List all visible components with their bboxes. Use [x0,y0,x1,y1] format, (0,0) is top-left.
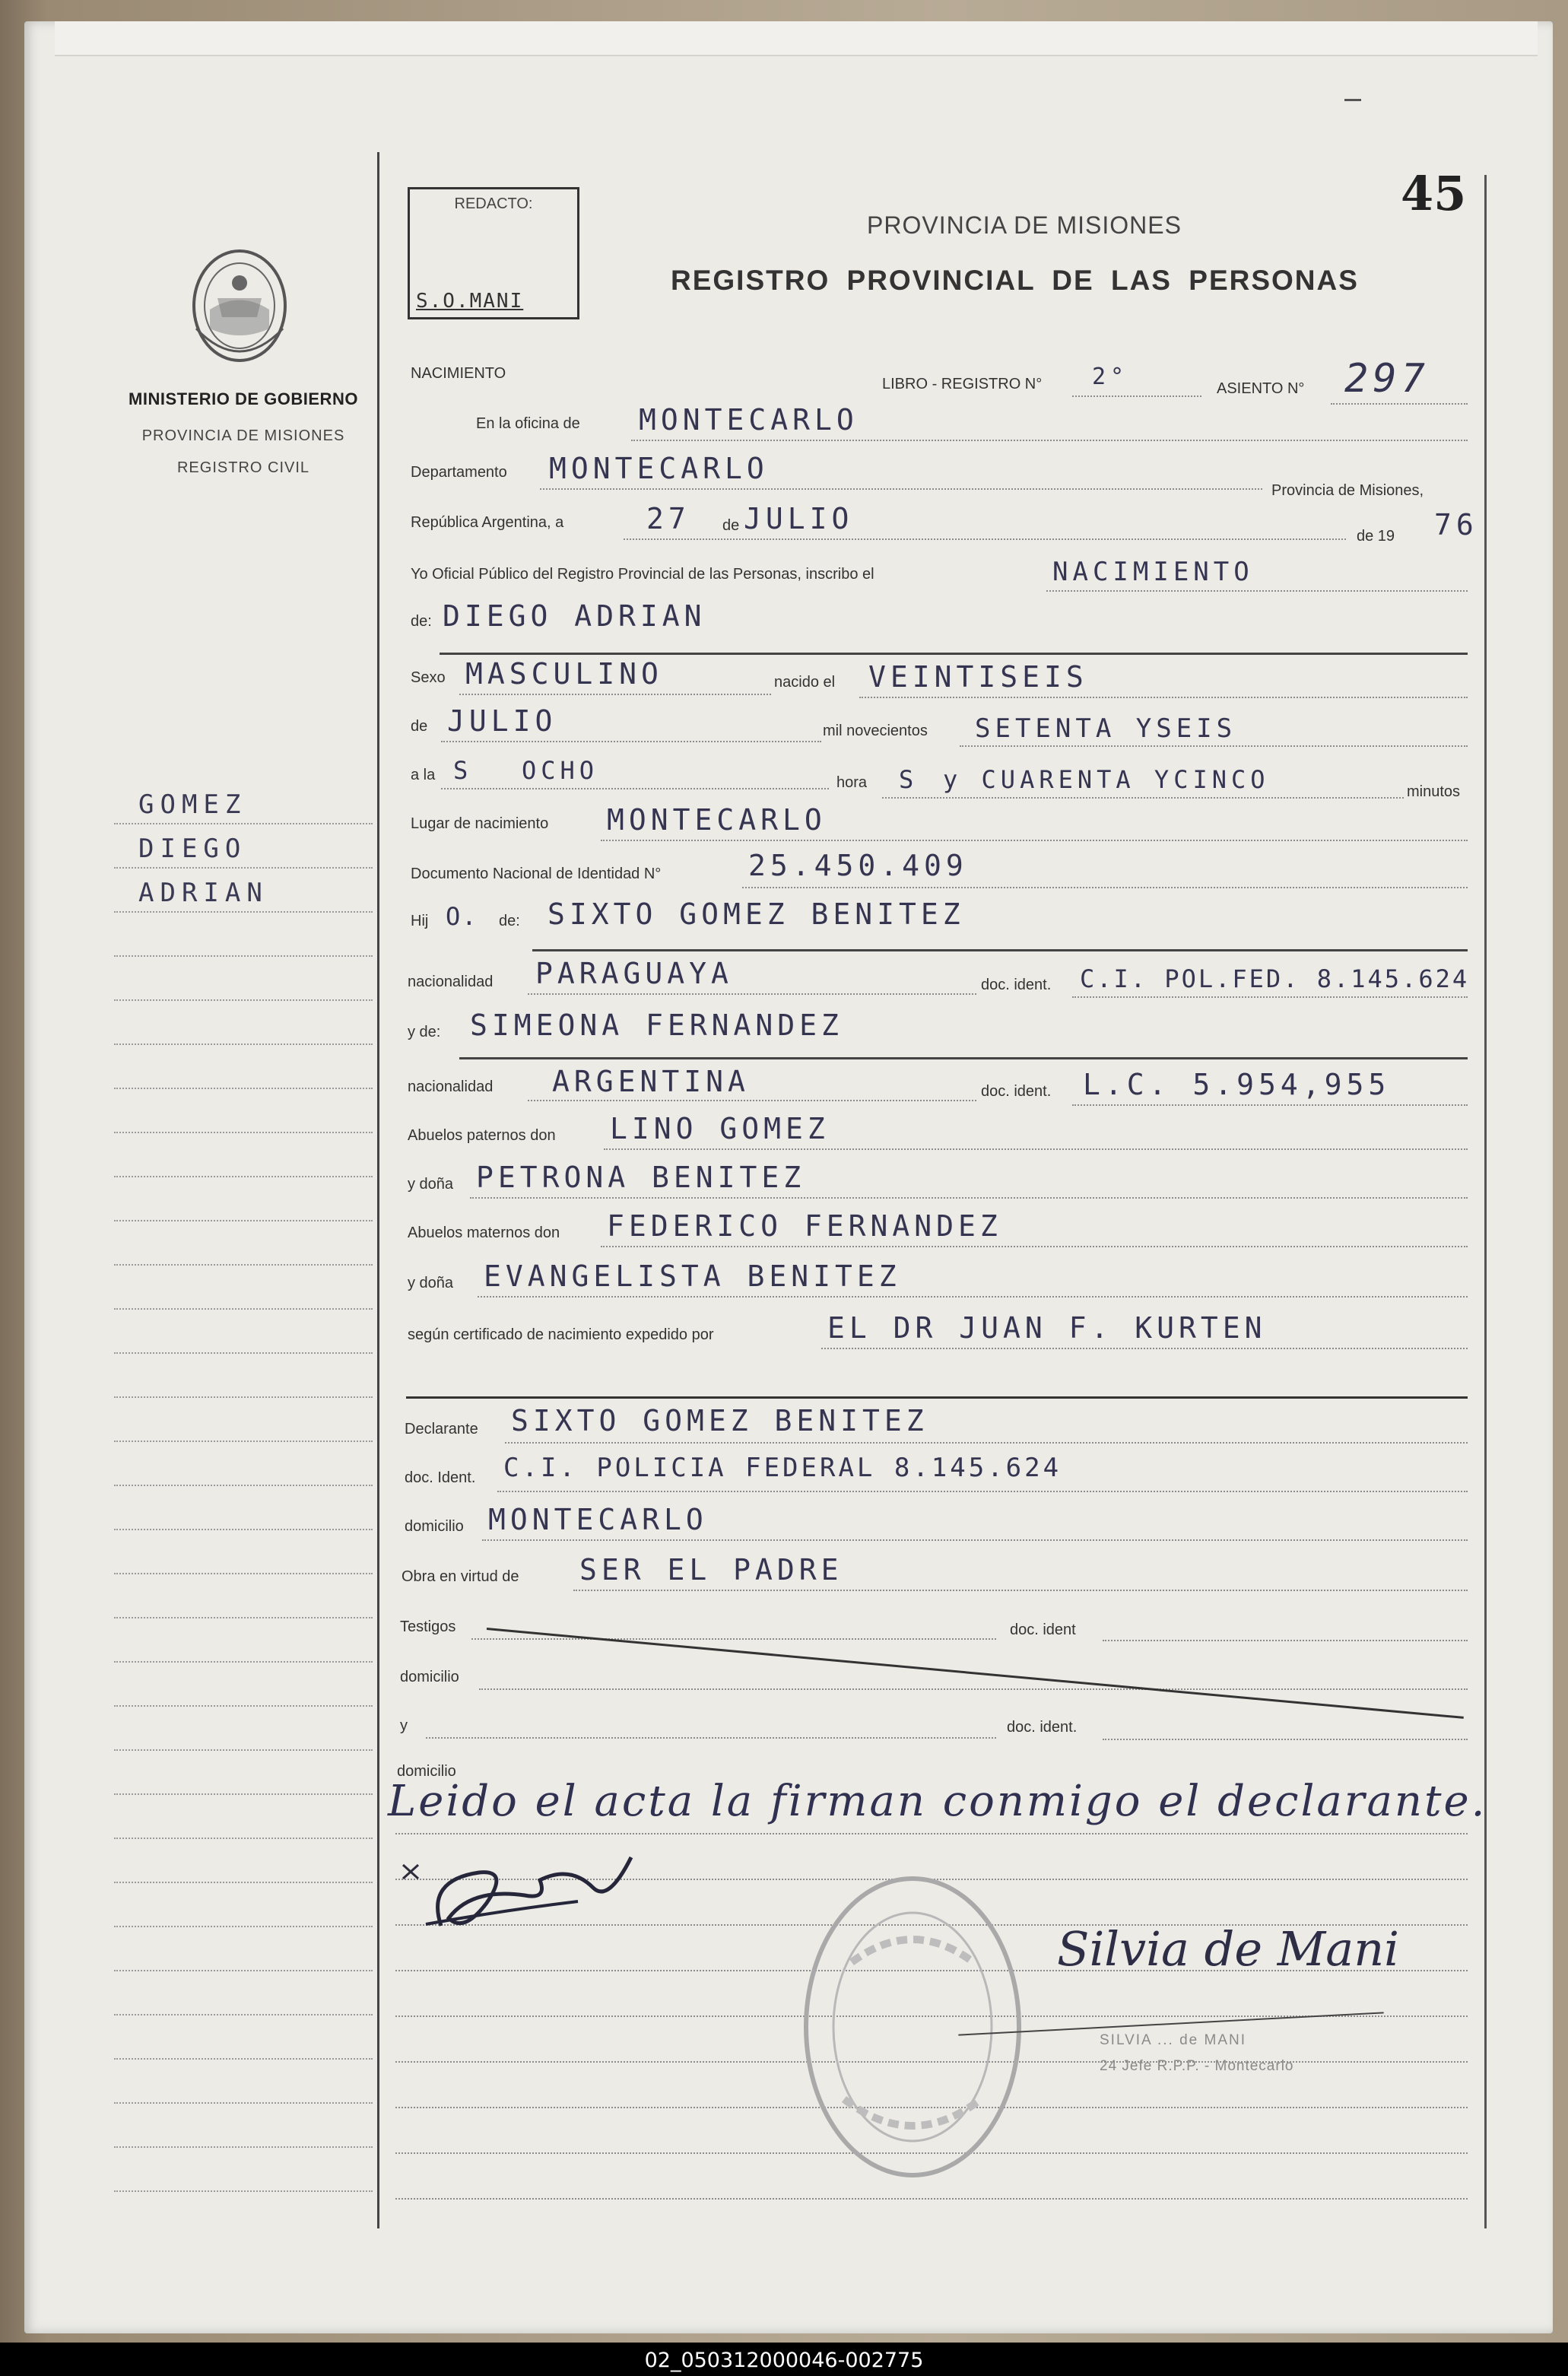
domicilio-line [482,1539,1468,1541]
domicilio-value: MONTECARLO [488,1503,708,1536]
declarante-value: SIXTO GOMEZ BENITEZ [511,1404,928,1437]
footer-id: 02_050312000046-002775 [644,2349,924,2372]
hijo-label-b: de: [499,913,520,929]
sexo-value: MASCULINO [465,657,663,691]
margin-divider [377,152,379,2228]
margin-ruled-line [114,1264,373,1266]
mil-label: mil novecientos [823,723,928,739]
margin-ruled-line [114,911,373,913]
acto-line [1046,590,1468,592]
y-doc-line [1103,1739,1468,1740]
anio-value: 76 [1434,508,1478,542]
nac-padre-line [528,993,976,995]
margin-ruled-line [114,867,373,869]
margin-ruled-line [114,1617,373,1618]
margin-ruled-line [114,1308,373,1310]
nac-madre-line [528,1100,976,1101]
minutos-label: minutos [1407,783,1461,800]
libro-line [1072,395,1201,397]
margin-ruled-line [114,1485,373,1486]
abuela-p-value: PETRONA BENITEZ [476,1161,806,1194]
hora-line [441,788,829,789]
testigos-doc-label: doc. ident [1010,1622,1076,1638]
doc-madre-label: doc. ident. [981,1083,1052,1100]
abuela-p-line [470,1197,1468,1199]
nombre-value: DIEGO ADRIAN [443,599,706,633]
margin-ruled-line [114,1749,373,1751]
minutos-line [882,797,1404,799]
right-border [1484,175,1487,2228]
margin-ruled-line [114,1352,373,1354]
domicilio2-label: domicilio [400,1669,459,1685]
margin-first-name: DIEGO [138,834,247,864]
mil-value: SETENTA YSEIS [975,713,1237,744]
alas-s-value: S [453,756,473,785]
alas-label: a la [411,767,436,783]
lugar-value: MONTECARLO [607,803,827,837]
declarante-label: Declarante [405,1421,478,1437]
margin-ruled-line [114,1661,373,1663]
dni-line [742,887,1468,888]
margin-middle-name: ADRIAN [138,878,268,908]
margin-ruled-line [114,823,373,824]
y-doc-label: doc. ident. [1007,1719,1078,1736]
oficina-label: En la oficina de [476,415,580,432]
provincial-seal-icon [187,245,292,367]
fecha-line [624,538,1346,540]
margin-ruled-line [114,1882,373,1883]
asiento-label: ASIENTO N° [1217,380,1305,397]
madre-value: SIMEONA FERNANDEZ [470,1009,843,1042]
testigos-doc-line [1103,1640,1468,1641]
madre-label: y de: [408,1024,441,1040]
doc-madre-value: L.C. 5.954,955 [1083,1068,1391,1101]
section-divider [406,1396,1468,1399]
margin-ruled-line [114,1220,373,1221]
doc-declarante-line [497,1491,1468,1492]
y-line [426,1737,996,1739]
padre-value: SIXTO GOMEZ BENITEZ [548,897,965,931]
hora-value: OCHO [522,756,599,785]
margin-ruled-line [114,2014,373,2015]
margin-ruled-line [114,1838,373,1839]
domicilio3-label: domicilio [397,1763,456,1780]
madre-rule [459,1057,1468,1059]
doc-declarante-value: C.I. POLICIA FEDERAL 8.145.624 [503,1453,1062,1483]
doc-padre-line [1072,996,1468,998]
stamp-name: SILVIA ... de MANI [1100,2032,1246,2048]
oficial-text: Yo Oficial Público del Registro Provincial de las Personas, inscribo el [411,566,874,583]
abuela-m-line [478,1296,1468,1298]
hijo-o-value: O. [446,902,478,931]
margin-ruled-line [114,1441,373,1442]
province-header: PROVINCIA DE MISIONES [867,211,1182,239]
margin-ruled-line [114,1529,373,1530]
registry-header: REGISTRO PROVINCIAL DE LAS PERSONAS [671,265,1359,296]
margin-ruled-line [114,999,373,1001]
acto-value: NACIMIENTO [1052,557,1254,587]
de-mes-label: de [411,718,428,735]
margin-ruled-line [114,1132,373,1133]
ministry-registry: REGISTRO CIVIL [176,459,310,476]
domicilio2-line [479,1688,1468,1690]
margin-ruled-line [114,1793,373,1795]
nacido-line [859,697,1468,698]
nacido-label: nacido el [774,674,836,691]
margin-ruled-line [114,2102,373,2104]
libro-label: LIBRO - REGISTRO N° [882,376,1043,392]
provincia-label: Provincia de Misiones, [1271,482,1424,499]
sexo-label: Sexo [411,669,446,686]
redacto-label: REDACTO: [454,195,533,212]
nac-padre-label: nacionalidad [408,974,494,990]
nacimiento-label: NACIMIENTO [411,365,506,382]
de-nombre-label: de: [411,613,432,630]
nac-madre-value: ARGENTINA [552,1065,750,1098]
domicilio-label: domicilio [405,1518,464,1535]
de-label: de [722,517,740,534]
margin-ruled-line [114,1396,373,1398]
page-number: 45 [1401,166,1467,221]
dni-label: Documento Nacional de Identidad N° [411,866,662,882]
margin-ruled-line [114,2146,373,2148]
margin-ruled-line [114,1970,373,1971]
obra-line [573,1590,1468,1591]
ministry-title: MINISTERIO DE GOBIERNO [129,389,358,408]
closing-statement: Leido el acta la firman conmigo el declarante. [388,1777,1487,1826]
abuela-m-value: EVANGELISTA BENITEZ [484,1259,901,1293]
official-signature: Silvia de Mani [1057,1921,1399,1977]
stamp-subtitle: 24 Jefe R.P.P. - Montecarlo [1100,2058,1294,2074]
anio-prefix: de 19 [1357,528,1395,545]
margin-ruled-line [114,955,373,957]
margin-ruled-line [114,1926,373,1927]
margin-ruled-line [114,1043,373,1045]
margin-surname: GOMEZ [138,789,247,820]
official-stamp-icon [798,1871,1027,2183]
minutos-value: y CUARENTA YCINCO [943,765,1270,794]
margin-ruled-line [114,2058,373,2060]
lugar-label: Lugar de nacimiento [411,815,549,832]
margin-ruled-line [114,1705,373,1707]
mil-line [960,745,1468,747]
abuelo-p-value: LINO GOMEZ [610,1112,830,1145]
margin-ruled-line [114,1088,373,1089]
dni-value: 25.450.409 [748,849,968,882]
certificado-value: EL DR JUAN F. KURTEN [827,1311,1267,1345]
nombre-rule [440,653,1468,655]
hora-s-value: S [899,765,919,794]
mes-value: JULIO [744,502,854,535]
corner-mark [1344,99,1361,101]
oficina-value: MONTECARLO [639,403,859,437]
abuela-p-label: y doña [408,1176,454,1193]
doc-madre-line [1072,1104,1468,1106]
departamento-value: MONTECARLO [549,452,769,485]
margin-ruled-line [114,2190,373,2192]
asiento-line [1331,403,1468,405]
lugar-line [601,840,1468,841]
sexo-line [459,694,771,695]
testigos-label: Testigos [400,1618,456,1635]
certificado-line [821,1348,1468,1349]
page-top-strip [55,21,1538,56]
doc-padre-label: doc. ident. [981,977,1052,993]
nac-madre-label: nacionalidad [408,1078,494,1095]
obra-label: Obra en virtud de [402,1568,519,1585]
departamento-label: Departamento [411,464,507,481]
obra-value: SER EL PADRE [579,1553,843,1587]
margin-ruled-line [114,1573,373,1574]
mes-nac-value: JULIO [447,704,557,738]
abuelo-m-line [601,1246,1468,1247]
margin-ruled-line [114,1176,373,1177]
abuelos-p-label: Abuelos paternos don [408,1127,556,1144]
redacto-value: S.O.MANI [416,290,524,313]
declarante-line [505,1442,1468,1444]
padre-rule [532,949,1468,951]
doc-declarante-label: doc. Ident. [405,1469,476,1486]
testigos-line [471,1638,996,1640]
nacido-value: VEINTISEIS [868,660,1088,694]
ministry-province: PROVINCIA DE MISIONES [141,427,345,444]
asiento-value: 297 [1344,356,1430,402]
hijo-label-a: Hij [411,913,429,929]
certificado-label: según certificado de nacimiento expedido por [408,1326,714,1343]
y-label: y [400,1717,408,1734]
abuelo-p-line [604,1148,1468,1150]
abuelos-m-label: Abuelos maternos don [408,1225,560,1241]
declarant-signature-icon [395,1834,639,1941]
libro-value: 2° [1092,364,1129,390]
abuelo-m-value: FEDERICO FERNANDEZ [607,1209,1002,1243]
oficina-line [631,440,1468,441]
abuela-m-label: y doña [408,1275,454,1291]
republica-label: República Argentina, a [411,514,564,531]
nac-padre-value: PARAGUAYA [535,957,733,990]
doc-padre-value: C.I. POL.FED. 8.145.624 [1080,964,1470,993]
mes-nac-line [441,741,821,742]
hora-label: hora [836,774,868,791]
redacto-box [408,187,579,319]
departamento-line [540,488,1262,490]
dia-value: 27 [646,502,690,535]
sig-line-8 [395,2198,1468,2200]
